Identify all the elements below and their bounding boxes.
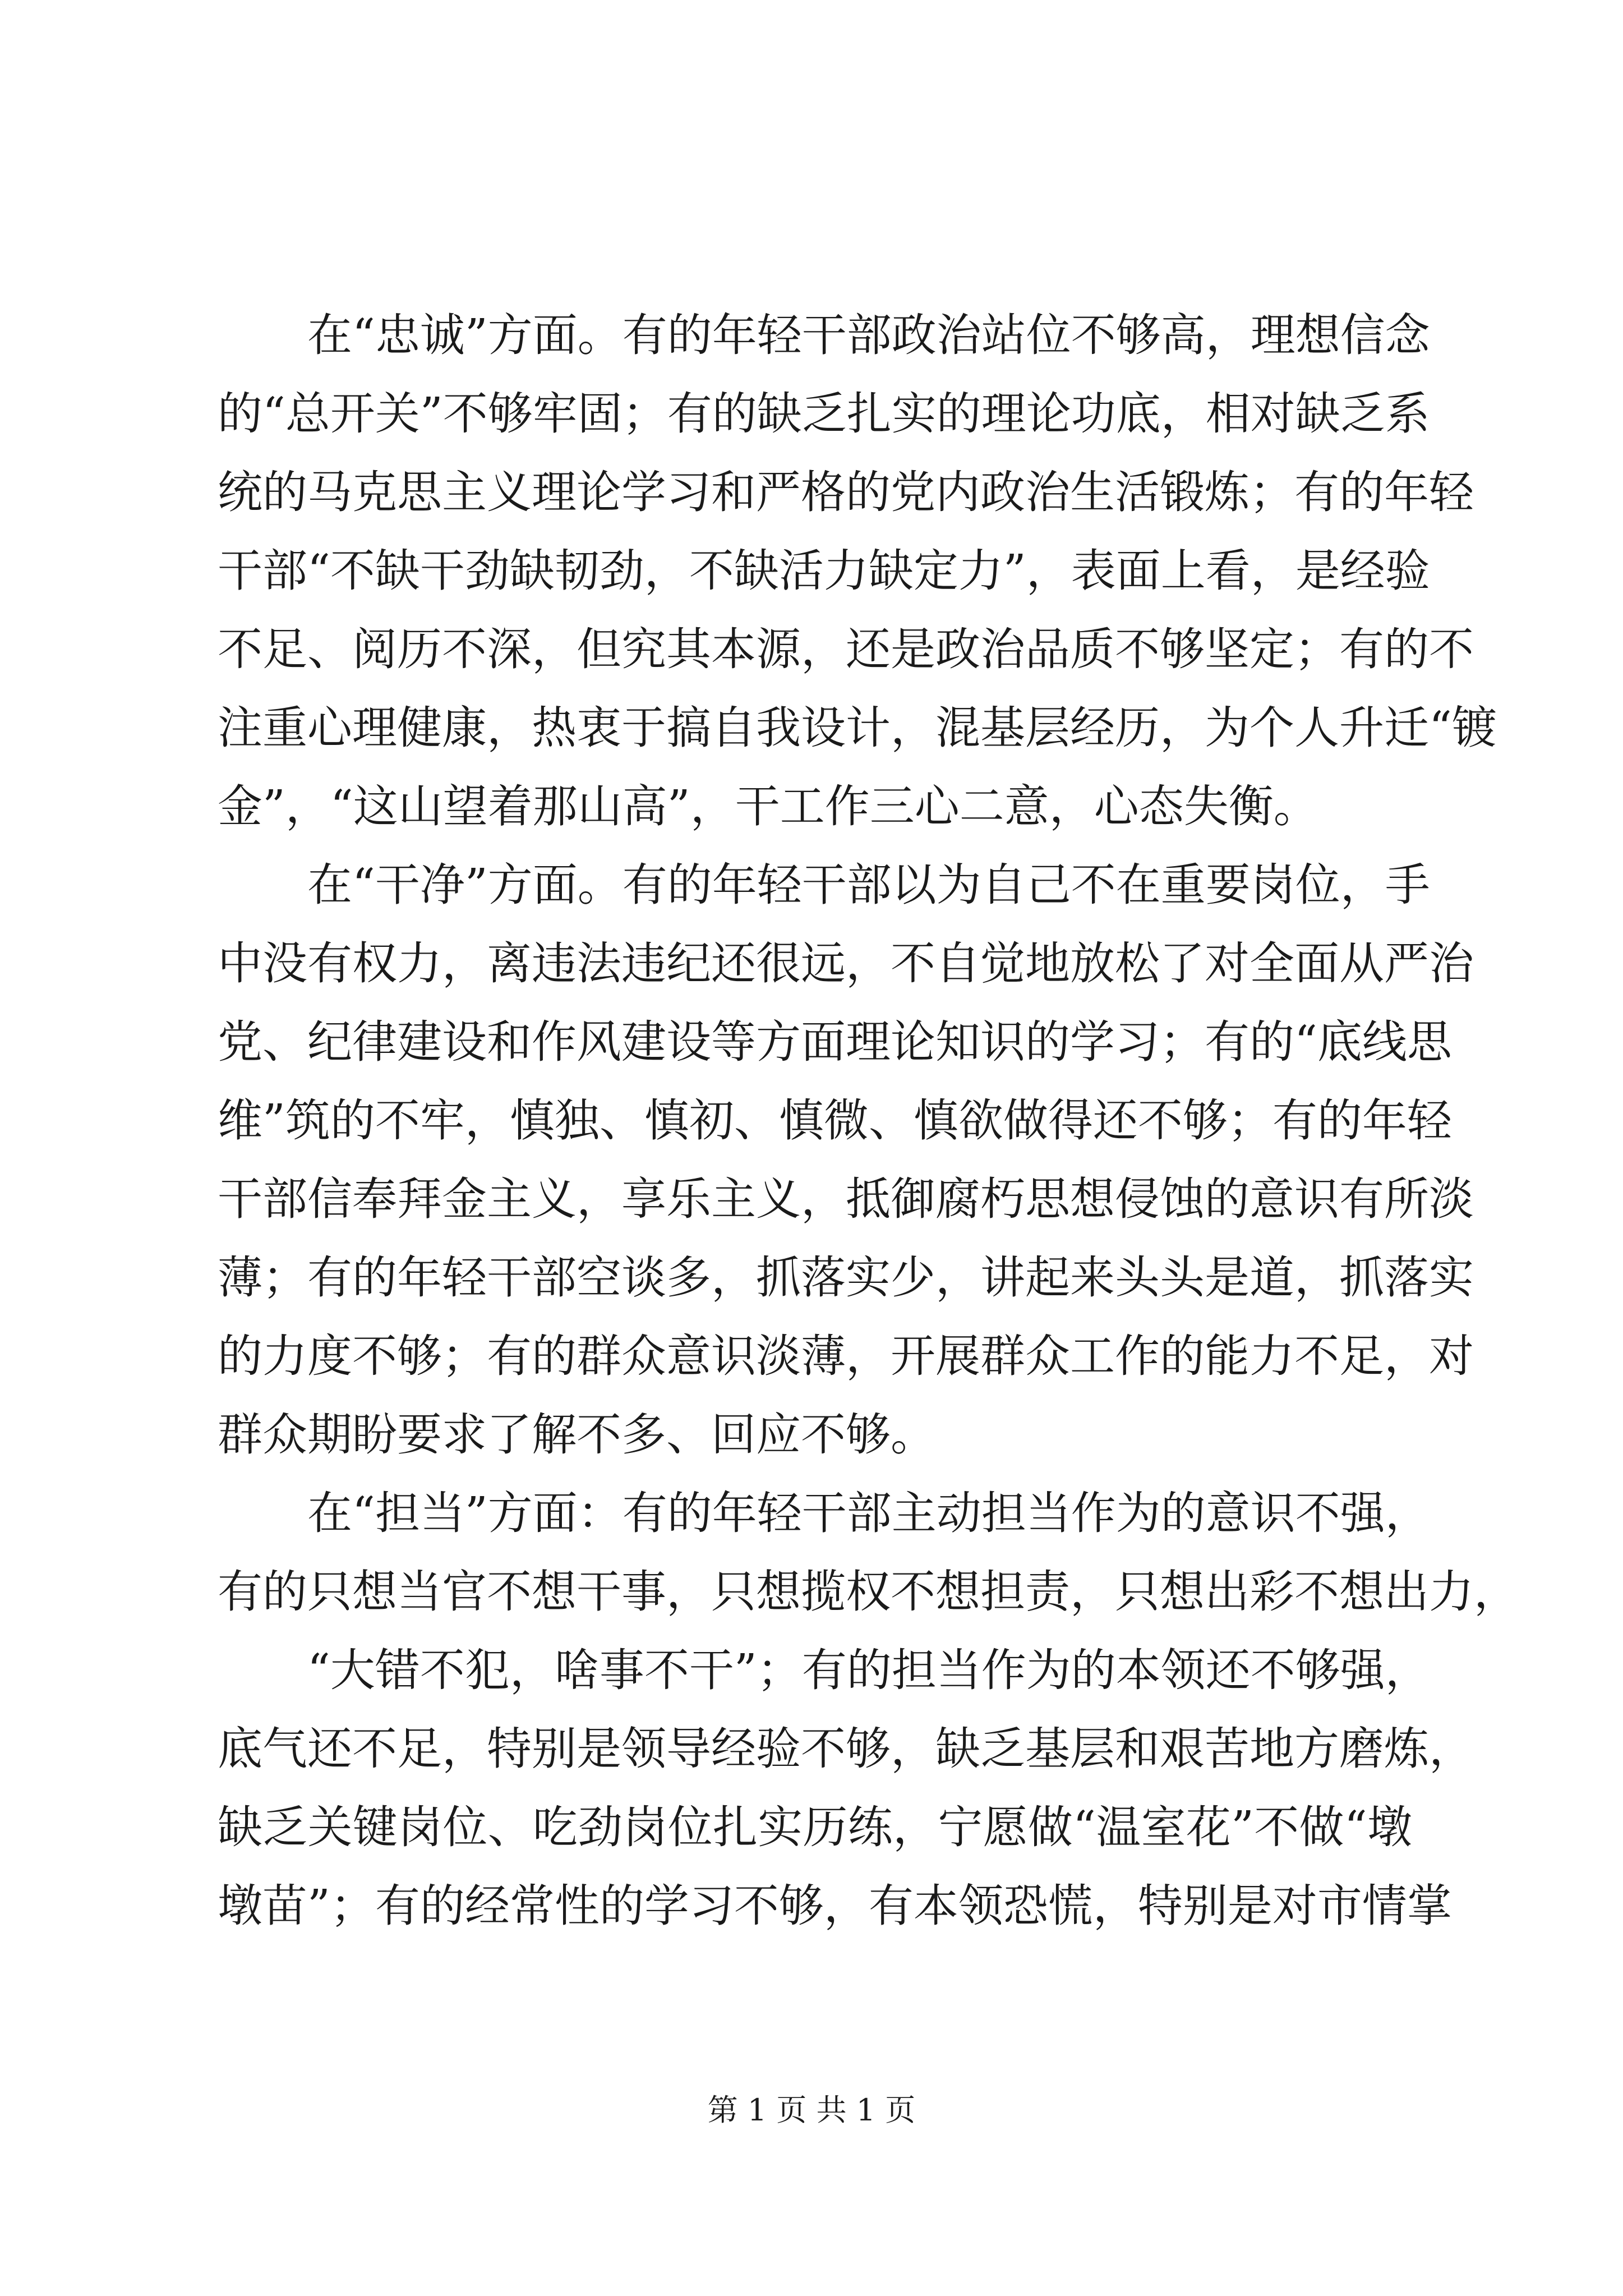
text-line-5: 不足、阅历不深，但究其本源，还是政治品质不够坚定；有的不: [218, 623, 1474, 675]
text-line-14: 的力度不够；有的群众意识淡薄，开展群众工作的能力不足，对: [218, 1330, 1474, 1382]
page-number-footer: 第 1 页 共 1 页: [707, 2092, 916, 2128]
text-line-13: 薄；有的年轻干部空谈多，抓落实少，讲起来头头是道，抓落实: [218, 1251, 1474, 1304]
text-line-4: 干部“不缺干劲缺韧劲，不缺活力缺定力”，表面上看，是经验: [218, 545, 1430, 597]
text-line-21: 墩苗”；有的经常性的学习不够，有本领恐慌，特别是对市情掌: [218, 1880, 1452, 1932]
text-line-2: 的“总开关”不够牢固；有的缺乏扎实的理论功底，相对缺乏系: [218, 388, 1430, 440]
text-line-16: 在“担当”方面：有的年轻干部主动担当作为的意识不强，: [307, 1487, 1430, 1539]
text-line-3: 统的马克思主义理论学习和严格的党内政治生活锻炼；有的年轻: [218, 466, 1474, 518]
text-line-9: 中没有权力，离违法违纪还很远，不自觉地放松了对全面从严治: [218, 937, 1474, 990]
text-line-12: 干部信奉拜金主义，享乐主义，抵御腐朽思想侵蚀的意识有所淡: [218, 1173, 1474, 1225]
text-line-11: 维”筑的不牢，慎独、慎初、慎微、慎欲做得还不够；有的年轻: [218, 1094, 1452, 1147]
text-line-6: 注重心理健康，热衷于搞自我设计，混基层经历，为个人升迁“镀: [218, 702, 1497, 754]
text-line-1: 在“忠诚”方面。有的年轻干部政治站位不够高，理想信念: [307, 309, 1430, 361]
text-line-8: 在“干净”方面。有的年轻干部以为自己不在重要岗位，手: [307, 859, 1430, 911]
text-line-17: 有的只想当官不想干事，只想揽权不想担责，只想出彩不想出力，: [218, 1566, 1519, 1618]
text-line-15: 群众期盼要求了解不多、回应不够。: [218, 1409, 935, 1461]
text-line-20: 缺乏关键岗位、吃劲岗位扎实历练，宁愿做“温室花”不做“墩: [218, 1801, 1412, 1853]
text-line-7: 金”，“这山望着那山高”，干工作三心二意，心态失衡。: [218, 780, 1318, 832]
text-line-18: “大错不犯，啥事不干”；有的担当作为的本领还不够强，: [307, 1644, 1430, 1696]
text-line-19: 底气还不足，特别是领导经验不够，缺乏基层和艰苦地方磨炼，: [218, 1723, 1474, 1775]
text-line-10: 党、纪律建设和作风建设等方面理论知识的学习；有的“底线思: [218, 1016, 1452, 1068]
